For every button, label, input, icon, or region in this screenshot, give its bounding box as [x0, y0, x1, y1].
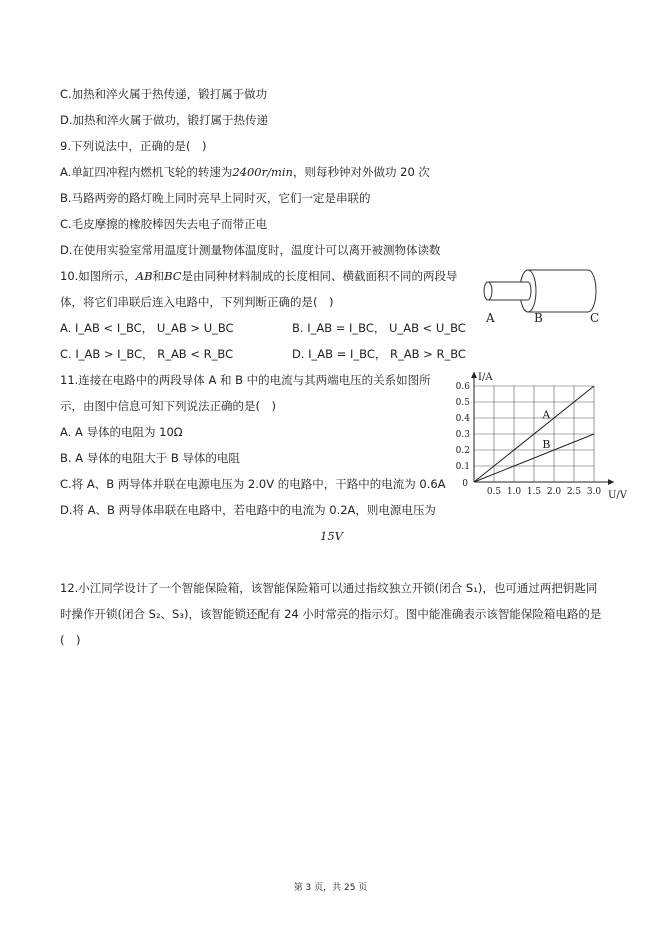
label-c: C — [590, 311, 600, 325]
q11-option-d-continued: 15V — [320, 529, 343, 543]
x-tick-label: 2.0 — [546, 487, 562, 497]
chart-axes — [471, 372, 614, 485]
q9-stem: 9.下列说法中，正确的是( ) — [60, 139, 207, 153]
y-tick-label: 0.2 — [455, 446, 470, 456]
x-tick-label: 2.5 — [566, 487, 582, 497]
y-axis-arrow — [471, 372, 477, 378]
q10-option-c: C. I_AB > I_BC， R_AB < R_BC — [60, 347, 234, 361]
x-axis-label: U/V — [608, 490, 628, 501]
x-tick-label: 0.5 — [486, 487, 502, 497]
q11-option-a: A. A 导体的电阻为 10Ω — [60, 425, 183, 439]
q10-stem-bc: BC — [164, 269, 182, 283]
iu-chart — [436, 370, 628, 501]
q11-option-b: B. A 导体的电阻大于 B 导体的电阻 — [60, 451, 240, 465]
q10-conductor-figure — [476, 262, 606, 328]
q12-stem-line-3: ( ) — [60, 633, 81, 647]
q9-option-b: B.马路两旁的路灯晚上同时亮早上同时灭，它们一定是串联的 — [60, 191, 371, 205]
q10-stem-line-1 — [60, 268, 458, 284]
q11-option-c: C.将 A、B 两导体并联在电源电压为 2.0V 的电路中，干路中的电流为 0.6A — [60, 477, 446, 491]
series-label-b: B — [542, 438, 551, 452]
q10-stem-part: 和 — [152, 269, 165, 283]
y-tick-label: 0.3 — [455, 430, 470, 440]
y-tick-label: 0.4 — [455, 414, 470, 424]
q9-option-a-text: A.单缸四冲程内燃机飞轮的转速为 — [60, 165, 233, 179]
q10-option-b: B. I_AB = I_BC， U_AB < U_BC — [292, 321, 466, 335]
page-footer: 第 3 页，共 25 页 — [293, 883, 368, 893]
q10-stem-ab: AB — [135, 269, 153, 283]
x-tick-label: 1.5 — [526, 487, 542, 497]
x-axis-arrow — [608, 479, 614, 485]
x-tick-label: 3.0 — [586, 487, 602, 497]
q10-stem-line-2: 体，将它们串联后连入电路中，下列判断正确的是( ) — [60, 295, 334, 309]
q10-stem-part: 是由同种材料制成的长度相同、横截面积不同的两段导 — [181, 269, 458, 283]
y-tick-label: 0.5 — [455, 398, 470, 408]
q9-option-d: D.在使用实验室常用温度计测量物体温度时，温度计可以离开被测物体读数 — [60, 243, 441, 257]
y-tick-label: 0.6 — [455, 382, 470, 392]
q8-option-d: D.加热和淬火属于做功，锻打属于热传递 — [60, 113, 269, 127]
q10-option-d: D. I_AB = I_BC， R_AB > R_BC — [292, 347, 466, 361]
label-a: A — [486, 311, 495, 325]
origin-label: 0 — [462, 479, 468, 489]
q11-stem-line-2: 示，由图中信息可知下列说法正确的是( ) — [60, 399, 276, 413]
q10-stem-part: 10.如图所示， — [60, 269, 136, 283]
q10-option-a: A. I_AB < I_BC， U_AB > U_BC — [60, 321, 234, 335]
y-tick-label: 0.1 — [455, 462, 470, 472]
label-b: B — [534, 311, 543, 325]
q9-option-a — [60, 164, 430, 180]
y-axis-label: I/A — [478, 372, 493, 383]
q8-option-c: C.加热和淬火属于热传递，锻打属于做功 — [60, 87, 268, 101]
q9-option-c: C.毛皮摩擦的橡胶棒因失去电子而带正电 — [60, 217, 268, 231]
thin-conductor-end — [484, 282, 492, 300]
series-label-a: A — [542, 408, 551, 422]
thin-conductor — [488, 282, 531, 300]
q11-stem-line-1: 11.连接在电路中的两段导体 A 和 B 中的电流与其两端电压的关系如图所 — [60, 373, 431, 387]
q9-option-a-text-end: ，则每秒钟对外做功 20 次 — [292, 165, 430, 179]
q12-stem-line-1: 12.小江同学设计了一个智能保险箱，该智能保险箱可以通过指纹独立开锁(闭合 S₁)，也可通过两把钥匙同 — [60, 581, 598, 595]
x-tick-label: 1.0 — [506, 487, 522, 497]
q11-option-d: D.将 A、B 两导体串联在电路中，若电路中的电流为 0.2A，则电源电压为 — [60, 503, 436, 517]
q9-option-a-math: 2400r/min — [232, 165, 293, 179]
q12-stem-line-2: 时操作开锁(闭合 S₂、S₃)，该智能锁还配有 24 小时常亮的指示灯。图中能准确表示该智能保险箱电路的是 — [60, 607, 602, 621]
